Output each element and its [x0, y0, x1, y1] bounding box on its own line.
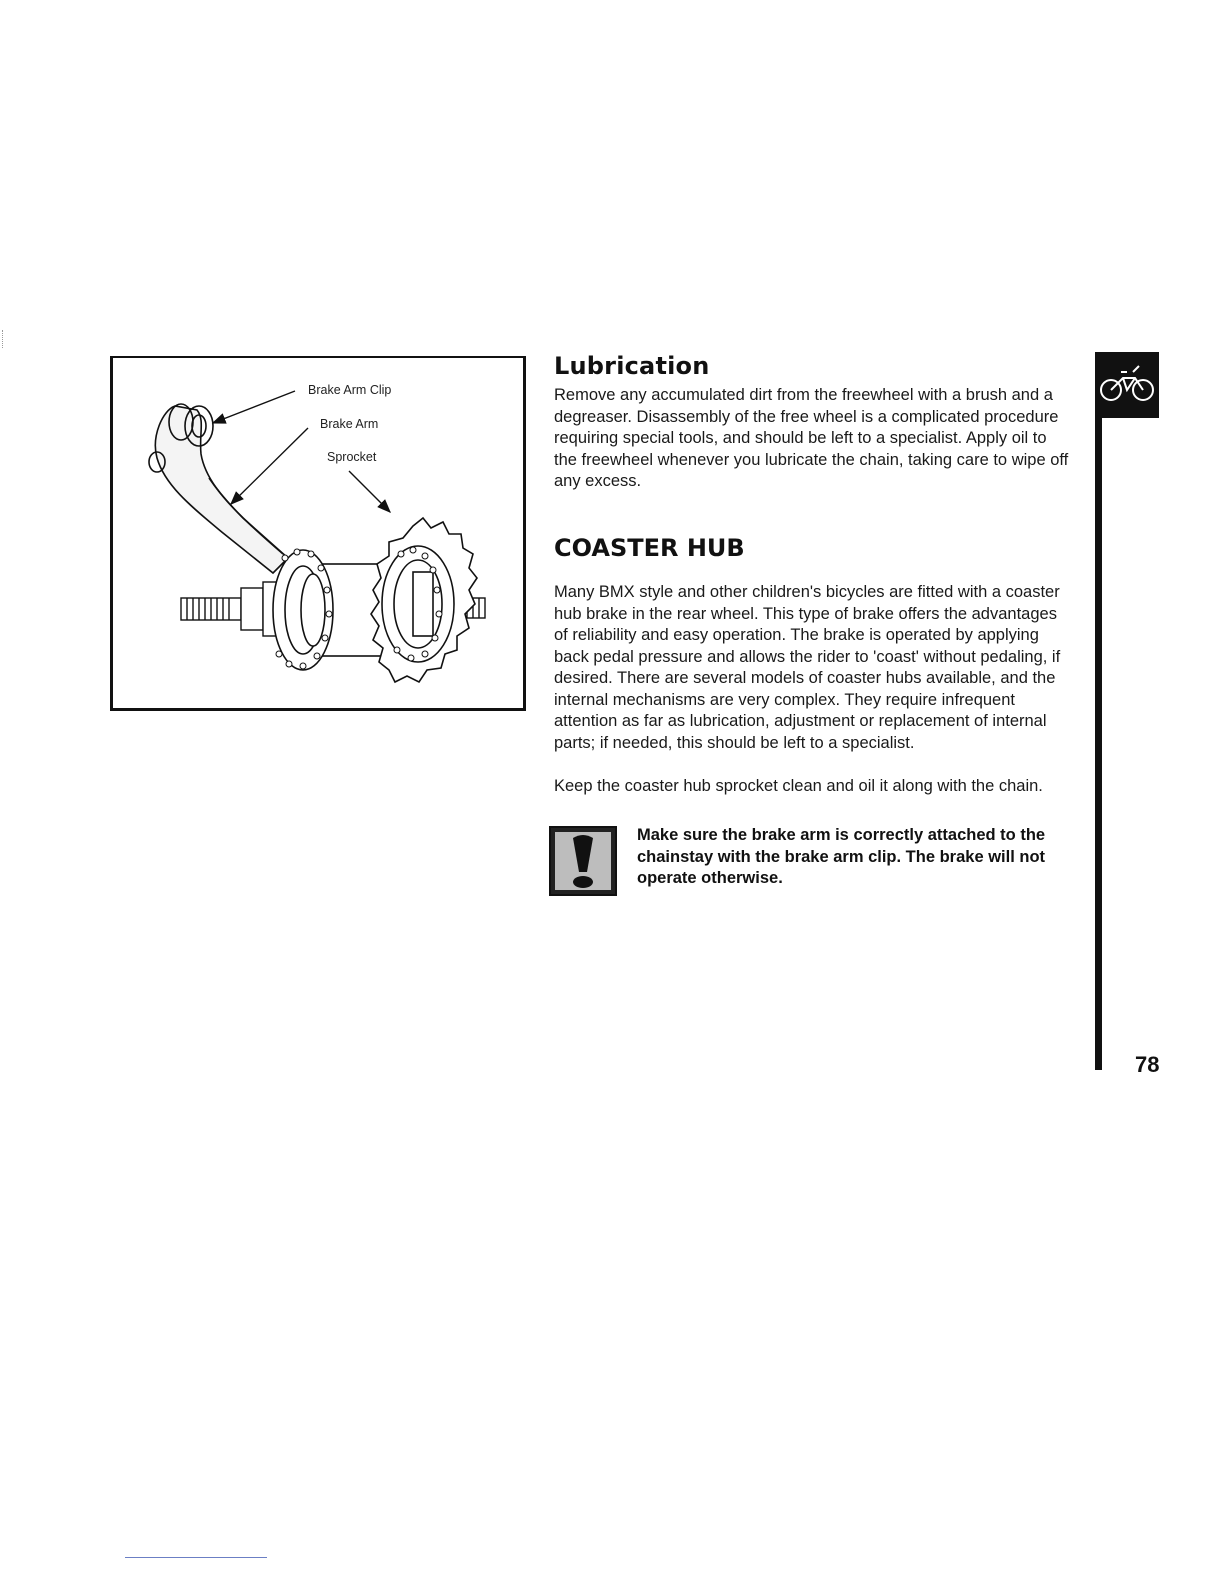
coaster-hub-heading: COASTER HUB	[554, 534, 745, 562]
section-tab	[1095, 352, 1159, 418]
lubrication-heading: Lubrication	[554, 352, 710, 380]
arrow-brake-arm	[231, 428, 308, 504]
coaster-hub-illustration	[113, 358, 523, 708]
label-brake-arm: Brake Arm	[320, 417, 379, 431]
warning-text: Make sure the brake arm is correctly attached to the chainstay with the brake arm clip. The brake will not operate otherwise.	[637, 826, 1046, 887]
side-rule	[1095, 352, 1102, 1070]
bicycle-icon	[1095, 352, 1159, 418]
coaster-hub-body: Many BMX style and other children's bicycles are fitted with a coaster hub brake in the rear wheel. This type of brake offers the advantages of reliability and easy operation. The brake is operated by applying back pedal pressure and allows the rider to 'coast' without pedaling, if desired. There are several models of coaster hubs available, and the internal mechanisms are very complex. They require infrequent attention as far as lubrication, adjustment or replacement of internal parts; if needed, this should be left to a specialist.	[554, 583, 1061, 752]
brake-arm-drawing	[149, 404, 288, 573]
coaster-hub-body-2: Keep the coaster hub sprocket clean and oil it along with the chain.	[554, 777, 1043, 795]
coaster-hub-figure	[110, 356, 526, 711]
arrow-brake-arm-clip	[213, 391, 295, 423]
exclamation-warning-icon	[549, 826, 617, 896]
footer-rule	[125, 1557, 267, 1558]
label-sprocket: Sprocket	[327, 450, 377, 464]
label-brake-arm-clip: Brake Arm Clip	[308, 383, 392, 397]
page-number: 78	[1135, 1052, 1160, 1077]
lubrication-body: Remove any accumulated dirt from the freewheel with a brush and a degreaser. Disassembly of the free wheel is a complicated procedure requiring special tools, and should be left to a specialist. Apply oil to the freewheel whenever you lubricate the chain, taking care to wipe off any excess.	[554, 386, 1069, 490]
arrow-sprocket	[349, 471, 390, 512]
sprocket-drawing	[371, 518, 477, 682]
margin-marks	[2, 330, 4, 348]
